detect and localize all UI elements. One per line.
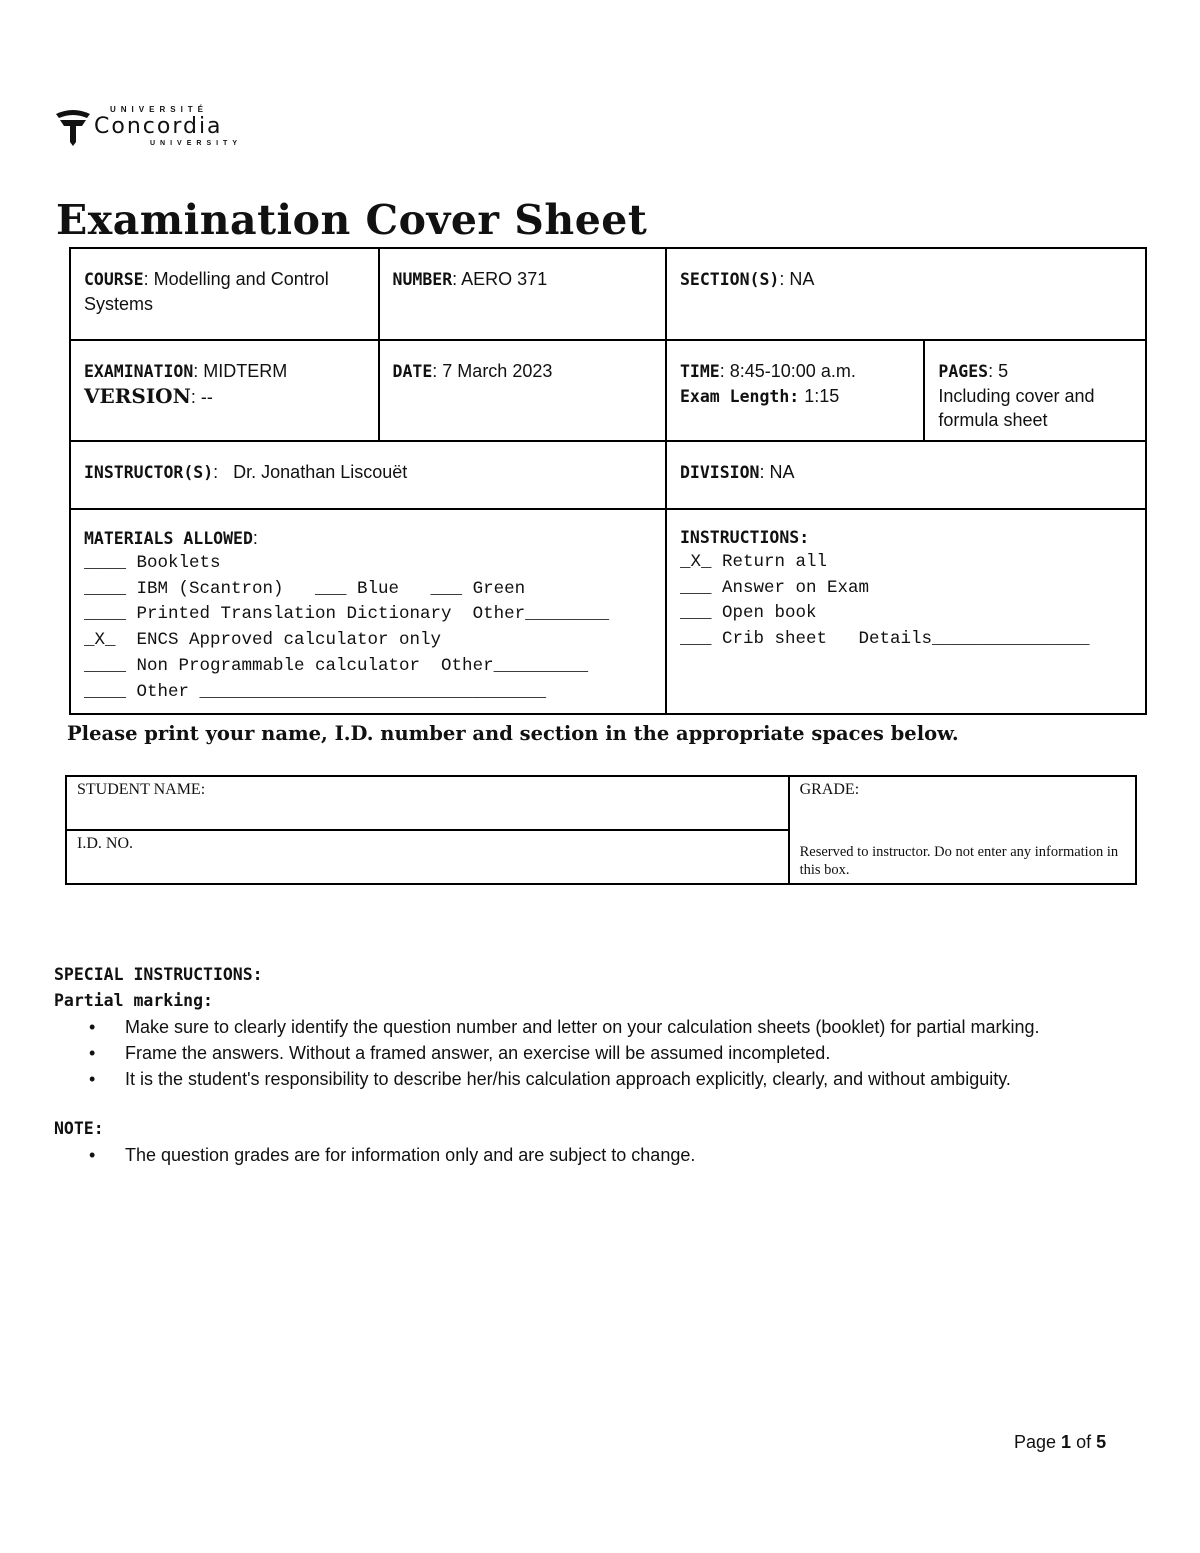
exam-label: EXAMINATION <box>84 362 194 381</box>
materials-item: ____ IBM (Scantron) ___ Blue ___ Green <box>84 578 526 599</box>
note-list <box>54 1142 1144 1168</box>
instructions-item: _X_ Return all <box>679 552 828 572</box>
pages-label: PAGES <box>938 362 989 381</box>
number-cell: NUMBER: AERO 371 <box>379 248 666 340</box>
print-name-instruction: Please print your name, I.D. number and section in the appropriate spaces below. <box>67 722 959 745</box>
number-value: AERO 371 <box>457 269 548 289</box>
student-name-field[interactable] <box>66 776 789 830</box>
course-cell: COURSE: Modelling and Control Systems <box>70 248 379 340</box>
instructor-label: INSTRUCTOR(S) <box>84 463 214 482</box>
materials-item: _X_ ENCS Approved calculator only <box>84 630 442 651</box>
section-value: NA <box>784 269 815 289</box>
logo-top-text: UNIVERSITÉ <box>110 105 209 114</box>
number-label: NUMBER <box>392 270 453 289</box>
concordia-crest-icon <box>54 108 92 148</box>
materials-item: ____ Booklets <box>84 553 221 573</box>
division-value: NA <box>764 462 795 482</box>
materials-item: ____ Other _________________________________ <box>84 681 547 702</box>
student-id-field[interactable] <box>66 830 789 884</box>
grade-cell <box>789 776 1136 884</box>
section-label: SECTION(S) <box>679 270 780 289</box>
materials-list <box>84 551 653 705</box>
time-cell: TIME: 8:45-10:00 a.m. Exam Length: 1:15 <box>666 340 924 441</box>
student-id-label: I.D. NO. <box>77 835 133 852</box>
date-label: DATE <box>392 362 433 381</box>
materials-label: MATERIALS ALLOWED <box>84 529 253 548</box>
exam-length-value: 1:15 <box>799 386 840 406</box>
logo-bottom-text: UNIVERSITY <box>150 140 243 147</box>
page-title: Examination Cover Sheet <box>56 196 648 244</box>
note-heading: NOTE: <box>54 1119 104 1138</box>
pages-cell: PAGES: 5 Including cover and formula sheet <box>924 340 1146 441</box>
materials-item: ____ Printed Translation Dictionary Other________ <box>84 604 610 625</box>
section-cell: SECTION(S): NA <box>666 248 1146 340</box>
division-label: DIVISION <box>679 463 760 482</box>
date-value: 7 March 2023 <box>437 361 553 381</box>
instructor-cell: INSTRUCTOR(S): Dr. Jonathan Liscouët <box>70 441 666 509</box>
date-cell: DATE: 7 March 2023 <box>379 340 666 441</box>
exam-value: MIDTERM <box>198 361 288 381</box>
instructor-value: Dr. Jonathan Liscouët <box>233 462 408 482</box>
exam-info-table <box>69 247 1147 715</box>
instructions-label: INSTRUCTIONS: <box>679 528 810 547</box>
list-item: • The question grades are for information only and are subject to change. <box>89 1145 696 1165</box>
university-logo <box>54 104 254 152</box>
course-value: Modelling and Control Systems <box>84 269 329 314</box>
instructions-item: ___ Open book <box>679 603 817 624</box>
student-name-label: STUDENT NAME: <box>77 781 206 798</box>
partial-marking-list <box>54 1014 1144 1092</box>
division-cell: DIVISION: NA <box>666 441 1146 509</box>
logo-name: Concordia <box>94 114 223 139</box>
course-label: COURSE <box>84 270 144 289</box>
time-label: TIME <box>679 362 720 381</box>
instructions-item: ___ Crib sheet Details_______________ <box>679 629 1090 650</box>
list-item: • It is the student's responsibility to describe her/his calculation approach explicitly, clearly, and without ambiguity. <box>89 1069 1011 1089</box>
pages-note: Including cover and formula sheet <box>938 386 1095 430</box>
special-instructions <box>54 962 1144 1168</box>
grade-note: Reserved to instructor. Do not enter any information in this box. <box>799 844 1119 878</box>
student-info-table <box>65 775 1137 885</box>
instructions-item: ___ Answer on Exam <box>679 577 870 598</box>
pages-value: 5 <box>993 361 1009 381</box>
list-item: • Frame the answers. Without a framed answer, an exercise will be assumed incompleted. <box>89 1043 831 1063</box>
page-number: Page 1 of 5 <box>1014 1432 1107 1452</box>
special-instructions-heading: SPECIAL INSTRUCTIONS: <box>54 965 263 984</box>
materials-item: ____ Non Programmable calculator Other_________ <box>84 655 589 676</box>
time-value: 8:45-10:00 a.m. <box>724 361 856 381</box>
partial-marking-heading: Partial marking: <box>54 991 213 1010</box>
exam-cell: EXAMINATION: MIDTERM VERSION: -- <box>70 340 379 441</box>
version-label: VERSION <box>84 384 191 408</box>
grade-label: GRADE: <box>799 781 860 798</box>
materials-cell: MATERIALS ALLOWED: ____ Booklets ____ IBM (Scantron) ___ Blue ___ Green ____ Printed Translation Dictionary Other________ _X_ ENCS Approved calculator only ____ Non Programmable calculator Other_________ ____ Other _________________________________ <box>70 509 666 714</box>
instructions-cell <box>666 509 1146 714</box>
instructions-list <box>680 550 1133 653</box>
exam-length-label: Exam Length: <box>679 387 800 406</box>
version-value: -- <box>195 387 213 407</box>
list-item: • Make sure to clearly identify the question number and letter on your calculation sheets (booklet) for partial marking. <box>89 1017 1040 1037</box>
